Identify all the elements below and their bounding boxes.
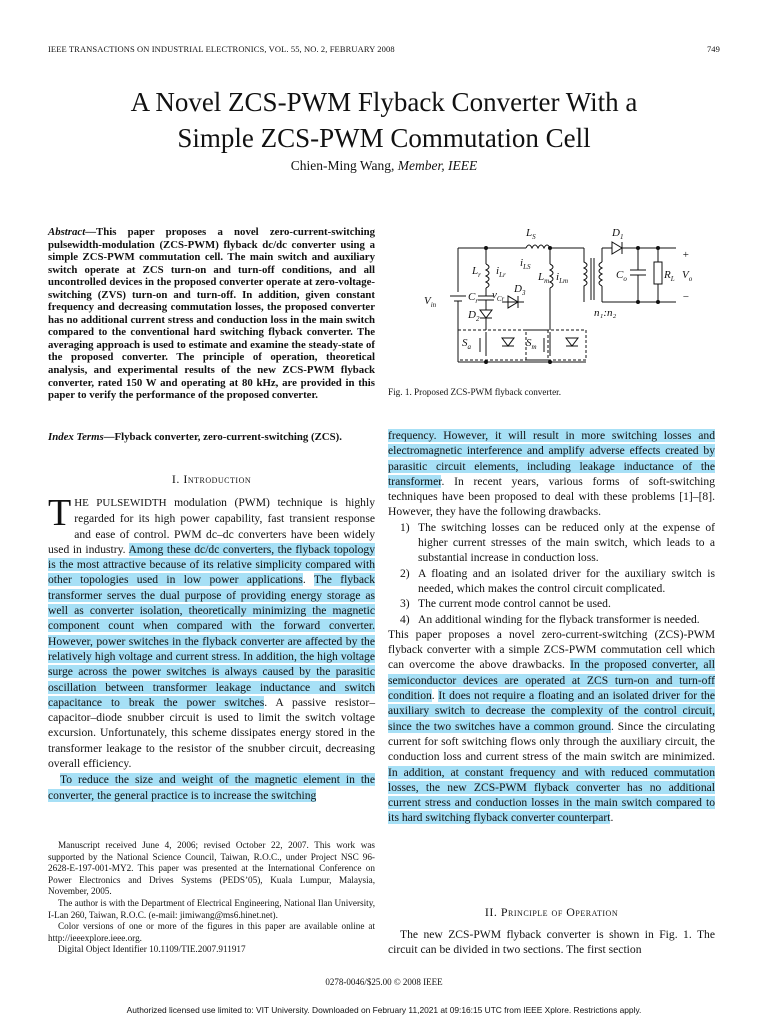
figure-1 [416,222,706,372]
label-lr: $L_r$ [472,265,481,279]
label-d1: $D_1$ [612,227,624,241]
label-ils: $i_{LS}$ [520,257,531,271]
highlight-7[interactable]: In addition, at constant frequency and with reduced commutation losses, the new ZCS-PWM flyback converter has no additional current stress and conduction losses in the main switch compared to its hard switching flyback converter counterpart [388,765,715,825]
right-text-5: . [610,811,614,825]
intro-first-words: HE PULSEWIDTH [74,497,167,509]
index-terms-lead: Index Terms [48,431,104,443]
section-2-body [388,927,715,958]
label-ilm: $i_{Lm}$ [556,271,569,285]
running-head [48,44,720,54]
label-ratio: n₁:n₂ [594,307,617,319]
author-line [0,158,768,174]
right-text-2: This paper proposes a novel zero-current-switching (ZCS)-PWM flyback converter with a simple ZCS-PWM commutation cell which can overcome the above drawbacks. [388,627,715,672]
right-text-1: . In recent years, various forms of soft-switching techniques have been proposed to deal with these problems [1]–[8]. However, they have the following drawbacks. [388,474,715,519]
abstract-lead: Abstract [48,226,86,238]
label-rl: $R_L$ [664,269,675,283]
intro-text-b: . [302,573,314,587]
journal-name: IEEE TRANSACTIONS ON INDUSTRIAL ELECTRONICS, VOL. 55, NO. 2, FEBRUARY 2008 [48,44,395,54]
footnote-received: Manuscript received June 4, 2006; revised October 22, 2007. This work was supported by the National Science Council, Taiwan, R.O.C., under Project NSC 96-2628-E-197-001-MY2. This paper was presented at the International Conference on Power Electronics and Drives Systems (PEDS’05), Kuala Lumpur, Malaysia, November, 2005. [48,840,375,897]
section-heading-introduction: I. Introduction [171,472,252,486]
footnote-doi: Digital Object Identifier 10.1109/TIE.2007.911917 [58,944,246,955]
label-d2: $D_2$ [468,309,480,323]
label-vin: $V_{in}$ [424,295,437,309]
footnote-author: The author is with the Department of Electrical Engineering, National Ilan University, I-Lan 260, Taiwan, R.O.C. (e-mail: jimiwang@ms6.hinet.net). [48,897,375,920]
label-ilr: $i_{Lr}$ [496,265,506,279]
highlight-6[interactable]: It does not require a floating and an isolated driver for the auxiliary switch to decrease the complexity of the control circuit, since the two switches have a common ground [388,689,715,733]
intro-text-a: modulation (PWM) technique is highly regarded for its high power capability, fast transient response and ease of control. PWM dc–dc converters have been widely used in industry. [48,496,375,556]
paper-title [40,84,728,156]
highlight-2[interactable]: The flyback transformer serves the dual purpose of providing energy storage as well as converter isolation, theoretically minimizing the magnetic component count when compared with the forward converter. However, power switches in the flyback converter are affected by the relatively high voltage and current stress. In addition, the high voltage surge across the power switches is always caused by the parasitic oscillation between transformer leakage inductance and switch capacitance to break the power switches [48,573,375,709]
section-heading-principle: II. Principle of Operation [484,905,619,919]
list-item: 3) The current mode control cannot be used. [400,597,611,611]
label-minus: − [682,291,690,303]
intro-text-c: . A passive resistor–capacitor–diode snubber circuit is used to limit the switch voltage excursion. Unfortunately, this scheme dissipates energy stored in the transformer leakage to the resistor of the snubber circuit, decreasing overall efficiency. [48,695,375,771]
highlight-5[interactable]: In the proposed converter, all semiconductor devices are operated at ZCS turn-on and turn-off condition [388,658,715,703]
label-sm: $S_m$ [526,337,537,351]
right-column-body [388,428,715,826]
right-text-3: . [431,689,439,703]
label-ls: $L_S$ [526,227,536,241]
page-number: 749 [706,44,720,54]
right-text-4: . Since the circulating current for soft switching flows only through the auxiliary circuit, the conduction loss and current stress of the main switch are minimized. [388,719,715,764]
list-item: 1) The switching losses can be reduced only at the expense of higher current stresses of the main switch, which leads to a substantial increase in conduction loss. [400,520,715,565]
circuit-diagram [416,222,706,372]
label-cr: $C_r$ [468,291,479,305]
index-terms-text: —Flyback converter, zero-current-switching (ZCS). [103,431,342,443]
label-co: $C_o$ [616,269,627,283]
footnote-color: Color versions of one or more of the figures in this paper are available online at http://ieeexplore.ieee.org. [48,921,375,943]
highlight-4[interactable]: frequency. However, it will result in more switching losses and electromagnetic interference and amplify adverse effects created by parasitic circuit elements, including leakage inductance of the transformer [388,429,715,488]
label-sa: $S_a$ [462,337,471,351]
drop-cap: T [48,492,72,534]
label-vcr: $v_{Cr}$ [492,289,505,303]
drawbacks-list [388,520,715,627]
section-2-text: The new ZCS-PWM flyback converter is shown in Fig. 1. The circuit can be divided in two sections. The first section [388,928,715,957]
right-paragraph-2 [388,627,715,826]
label-d3: $D_3$ [514,283,526,297]
author-name: Chien-Ming Wang, [290,158,395,173]
list-item: 2) A floating and an isolated driver for the auxiliary switch is needed, which makes the control circuit complicated. [400,566,715,595]
highlight-3[interactable]: To reduce the size and weight of the magnetic element in the converter, the general practice is to increase the switching [48,773,375,802]
highlight-1[interactable]: Among these dc/dc converters, the flyback topology is the most attractive because of its relative simplicity compared with other topologies used in low power applications [48,542,375,587]
author-affiliation: Member, IEEE [397,158,478,173]
copyright-line: 0278-0046/$25.00 © 2008 IEEE [325,977,443,987]
abstract-text: —This paper proposes a novel zero-current-switching pulsewidth-modulation (ZCS-PWM) flyback dc/dc converter using a simple ZCS-PWM commutation cell. The main switch and auxiliary switch operate at ZCS turn-on and turn-off conditions, and all uncontrolled devices in the proposed converter operate at zero-voltage-switching (ZVS) turn-on and turn-off. In addition, given constant frequency and decreasing commutation losses, the proposed converter has no additional current stress and conduction loss in the main switch compared to the conventional hard switching flyback converter. The averaging approach is used to estimate and examine the steady-state of the proposed converter. The principle of operation, theoretical analysis, and experimental results of the new ZCS-PWM flyback converter, rated 150 W and operating at 80 kHz, are provided in this paper to verify the performance of the proposed converter. [48,226,375,402]
figure-1-caption: Fig. 1. Proposed ZCS-PWM flyback converter. [388,387,562,397]
index-terms [48,431,375,444]
label-lm: $L_m$ [538,271,550,285]
introduction-body [48,492,375,803]
label-plus: + [682,249,690,261]
footnote [48,840,375,956]
title-line-2: Simple ZCS-PWM Commutation Cell [177,123,591,153]
label-vo: $V_o$ [682,269,693,283]
abstract [48,226,375,402]
license-notice: Authorized licensed use limited to: VIT University. Downloaded on February 11,2021 at 09:16:15 UTC from IEEE Xplore. Restrictions apply. [126,1005,642,1015]
title-line-1: A Novel ZCS-PWM Flyback Converter With a [130,87,638,117]
list-item: 4) An additional winding for the flyback transformer is needed. [400,612,700,626]
